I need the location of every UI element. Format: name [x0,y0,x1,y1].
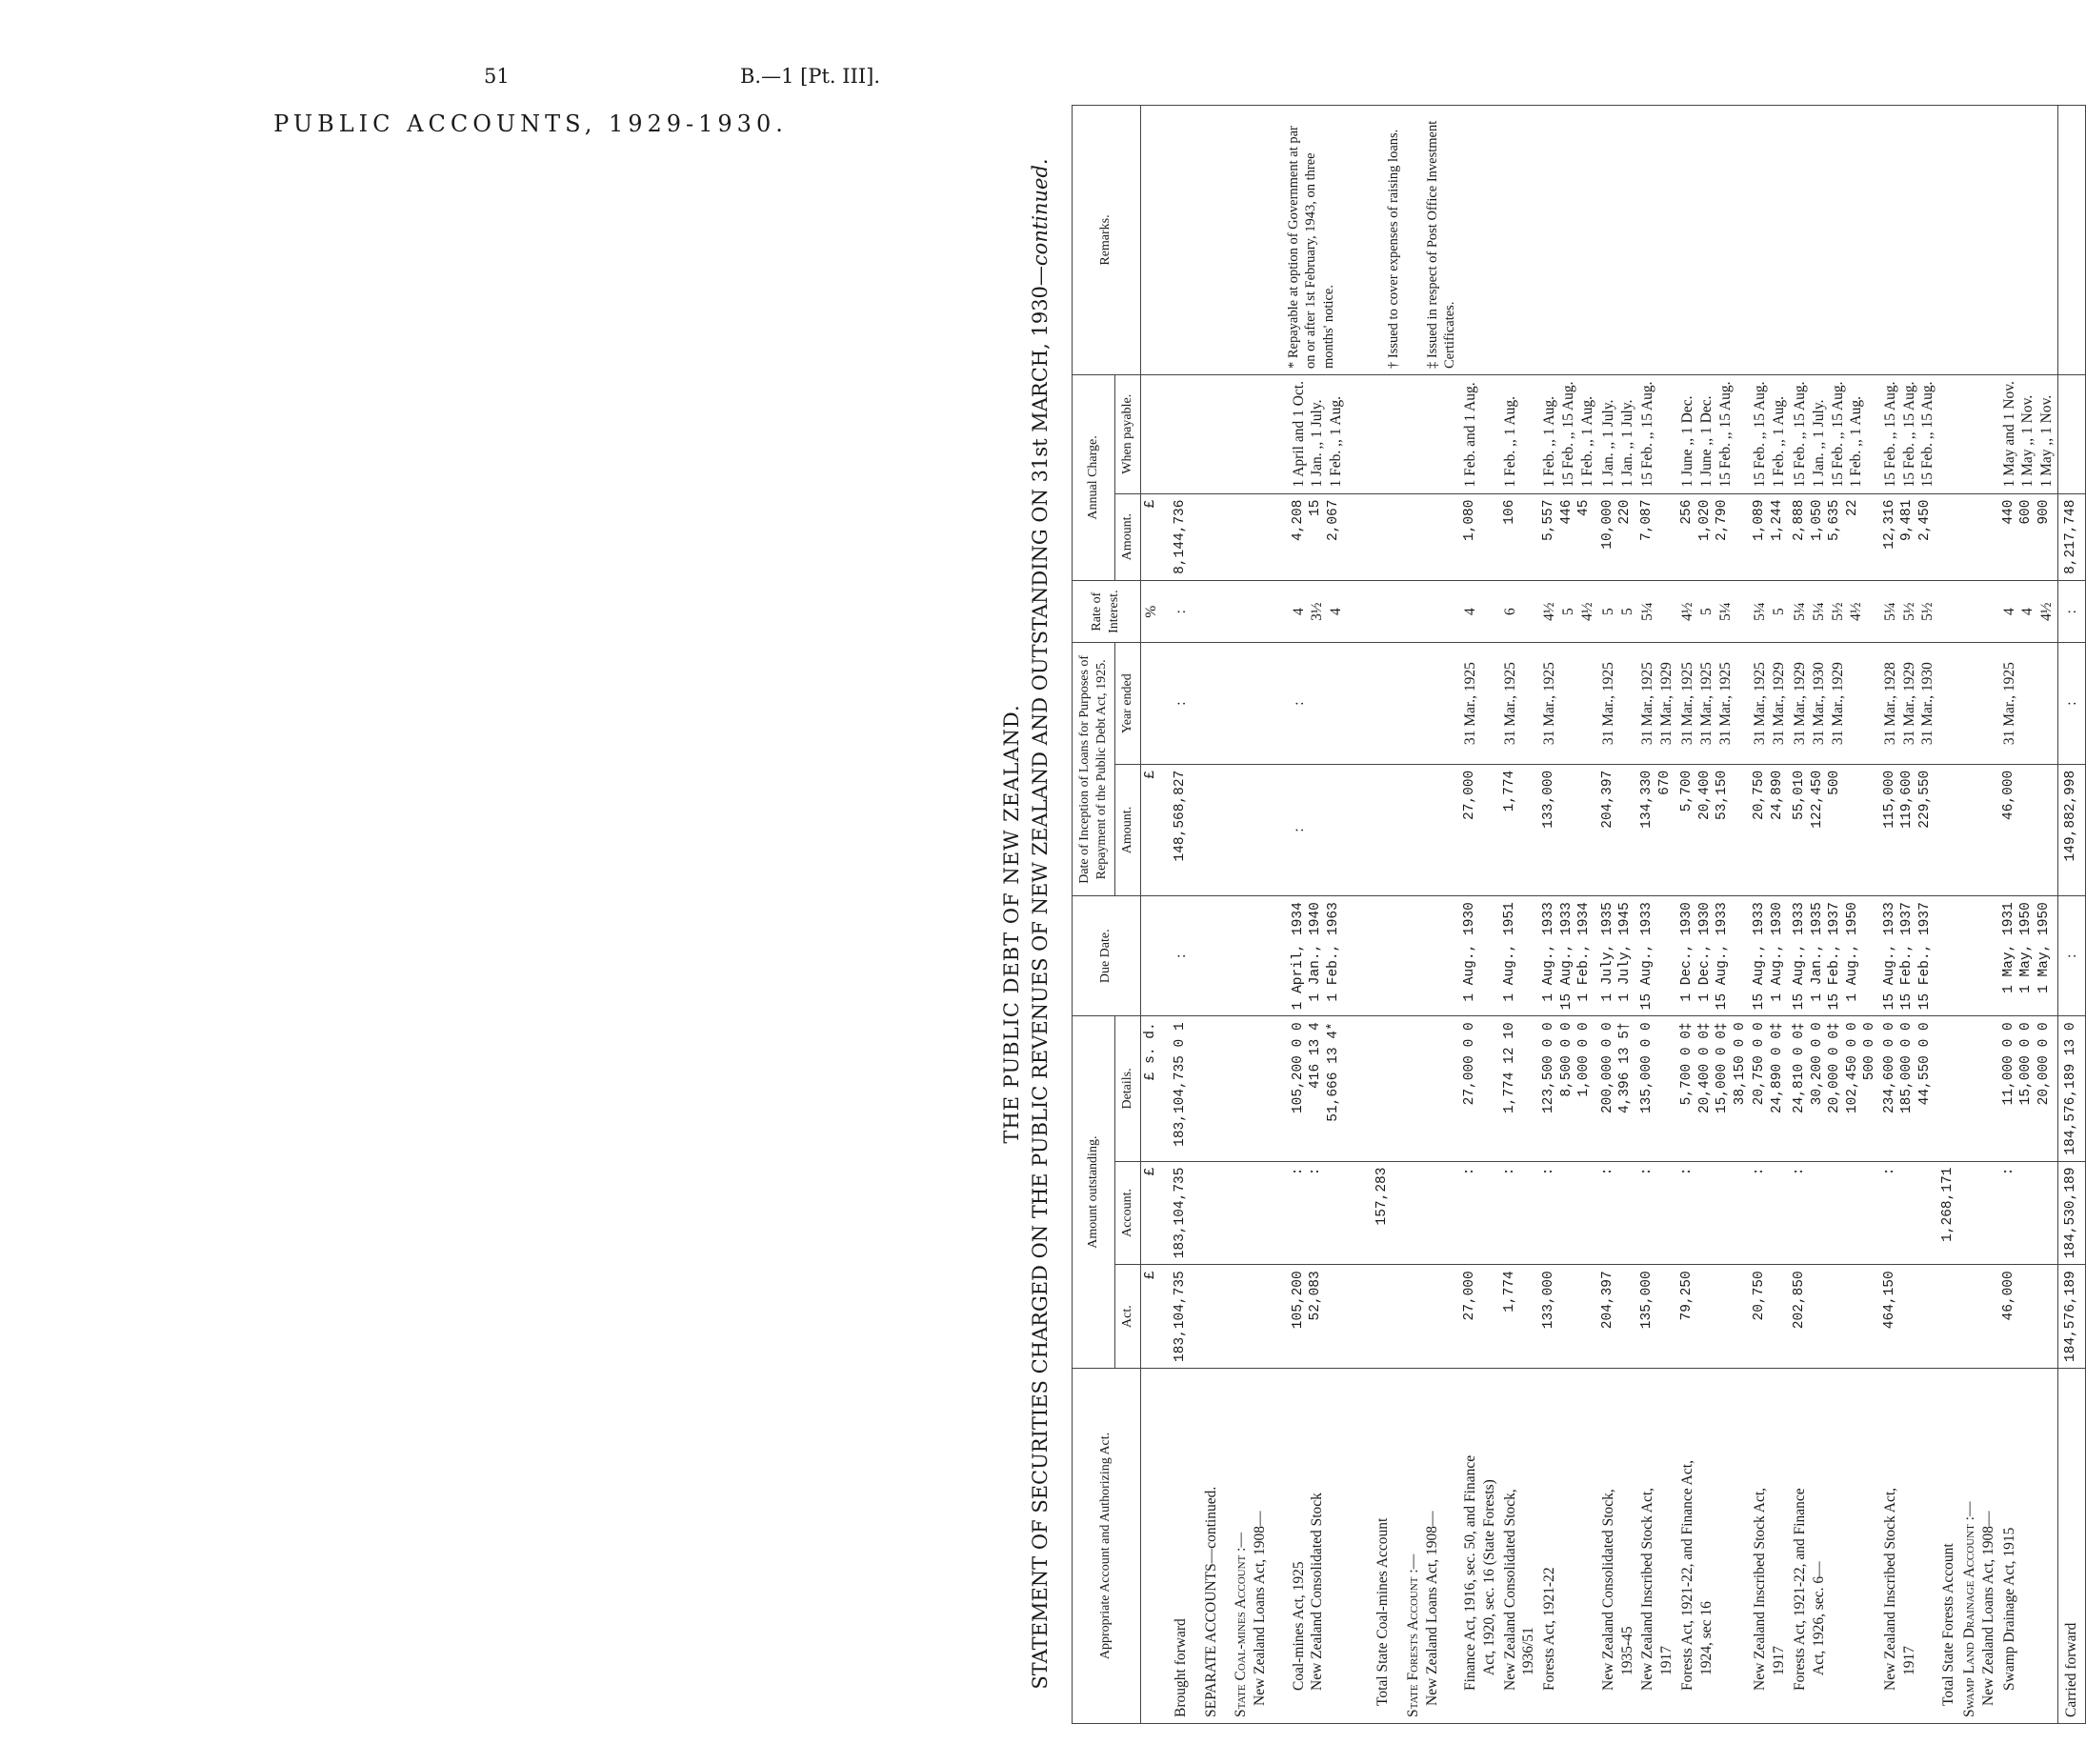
charge-amount: 256 [1679,499,1695,525]
coal-act-line: New Zealand Loans Act, 1908— [1252,1511,1269,1706]
when-payable: 1 Feb. ,, 1 Aug. [1578,395,1595,488]
rate: 4 [1290,608,1307,616]
when-payable: 15 Feb. ,, 15 Aug. [1919,381,1936,488]
charge-amount: 2,888 [1791,499,1807,542]
row-label: 1935-45 [1618,1626,1635,1675]
inception-amount: 115,000 [1881,770,1897,829]
row-label: Brought forward [1171,1369,1201,1724]
remark-1: * Repayable at option of Government at par on or after 1st February, 1943, on three months' notice. [1285,126,1336,369]
details-amount: 123,500 0 0 [1541,1022,1557,1114]
rate: 4½ [1541,602,1558,621]
unit-pound: £ [1140,1265,1171,1369]
details-amount: 1,774 12 10 [1501,1022,1517,1114]
when-payable: 15 Feb. ,, 15 Aug. [1639,381,1656,488]
due-date: 1 Jan., 1940 [1308,902,1324,1002]
col-by-account: Account. [1114,1161,1140,1265]
due-date: 15 Aug., 1933 [1715,902,1731,1011]
row-label: Swamp Drainage Act, 1915 [2000,1527,2017,1691]
act-amount: 133,000 [1539,1265,1597,1369]
details-amount: 102,450 0 0 [1844,1022,1860,1114]
debt-title: THE PUBLIC DEBT OF NEW ZEALAND. [1000,704,1023,1144]
swamp-heading: Swamp Land Drainage Account :— [1961,1501,1977,1717]
rate: 5½ [1829,602,1846,621]
forests-row [1500,106,1540,1724]
swamp-act-line: New Zealand Loans Act, 1908— [1979,1511,1996,1706]
when-payable: 1 Jan. ,, 1 July. [1618,399,1635,488]
year-ended: 31 Mar., 1925 [1599,662,1616,746]
details-amount: 15,000 0 0‡ [1715,1022,1731,1114]
due-date: 15 Feb., 1937 [1899,902,1916,1011]
act-amount: 52,083 [1308,1271,1324,1321]
rate: 5½ [1900,602,1917,621]
due-date: 1 Dec., 1930 [1679,902,1695,1002]
row-label: Finance Act, 1916, sec. 50, and Finance [1462,1454,1478,1691]
rate: 4 [1462,608,1478,616]
year-ended: 31 Mar., 1925 [1501,662,1518,746]
charge-amount: 8,217,748 [2058,493,2086,580]
forests-row [1790,106,1880,1724]
details-amount: 51,666 13 4* [1325,1022,1341,1122]
row-label: 1936/51 [1520,1627,1537,1675]
when-payable: 1 Feb. and 1 Aug. [1462,382,1478,488]
year-ended: 31 Mar., 1929 [1791,662,1808,746]
units-row [1140,106,1171,1724]
due-date: 15 Aug., 1933 [1558,902,1575,1011]
charge-amount: 106 [1501,499,1517,525]
rate: 4½ [1578,602,1595,621]
act-amount: 79,250 [1677,1265,1750,1369]
unit-lsd: £ s. d. [1140,1016,1171,1161]
due-date: 15 Feb., 1937 [1827,902,1843,1011]
inception-amount: 500 [1827,770,1843,795]
charge-amount: 440 [2000,499,2016,525]
rate: 5¼ [1639,602,1656,621]
account-amount: 184,530,189 [2058,1161,2086,1265]
charge-amount: 4,208 [1290,499,1306,542]
separate-heading: SEPARATE ACCOUNTS—continued. [1202,1486,1219,1717]
details-amount: 500 0 0 [1862,1022,1878,1081]
col-by-act: Act. [1114,1265,1140,1369]
act-amount: 464,150 [1880,1265,1938,1369]
inception-amount: 53,150 [1715,770,1731,820]
when-payable: 15 Feb. ,, 15 Aug. [1560,381,1577,488]
act-amount: 204,397 [1598,1265,1638,1369]
col-details: Details. [1114,1016,1140,1161]
account-amount: : [1677,1161,1750,1265]
total-label: Total State Coal-mines Account [1374,1517,1392,1706]
due-date: 1 Feb., 1934 [1576,902,1593,1002]
due-date: 1 July, 1945 [1617,902,1634,1002]
row-label: New Zealand Inscribed Stock Act, [1752,1487,1769,1691]
inception-amount: 46,000 [1999,764,2058,895]
details-amount: 11,000 0 0 [2000,1022,2016,1106]
charge-amount: 15 [1308,499,1324,516]
when-payable: 1 June ,, 1 Dec. [1679,395,1696,488]
charge-amount: 45 [1576,499,1593,516]
rate: 5¼ [1810,602,1827,621]
rate: : [1171,580,1201,643]
row-label: Act, 1920, sec. 16 (State Forests) [1480,1479,1497,1675]
forests-row [1677,106,1750,1724]
when-payable: 1 Feb. ,, 1 Aug. [1501,395,1518,488]
due-date: 15 Feb., 1937 [1916,902,1933,1011]
col-inception: Date of Inception of Loans for Purposes of Repayment of the Public Debt Act, 1925. [1073,643,1115,896]
when-payable: 1 May ,, 1 Nov. [2019,394,2036,488]
due-date: 1 Aug., 1930 [1462,902,1477,1002]
row-label: New Zealand Inscribed Stock Act, [1639,1487,1656,1691]
due-date: 15 Aug., 1933 [1752,902,1768,1011]
year-ended: 31 Mar., 1925 [1679,662,1696,746]
inception-amount: : [1289,764,1374,895]
details-amount: 183,104,735 0 1 [1171,1016,1201,1161]
rate: 3½ [1309,602,1326,621]
year-ended: 31 Mar., 1930 [1919,662,1936,746]
row-label: 1917 [1771,1646,1788,1675]
inception-amount: 119,600 [1899,770,1916,829]
rate: 5 [1560,608,1577,616]
details-amount: 234,600 0 0 [1881,1022,1897,1114]
year-ended: 31 Mar., 1929 [1829,662,1846,746]
act-amount: 20,750 [1750,1265,1790,1369]
account-amount: : [1539,1161,1597,1265]
remark-3: ‡ Issued in respect of Post Office Investment Certificates. [1424,120,1458,369]
securities-table [1072,105,2086,1724]
inception-amount: 20,400 [1696,770,1713,820]
when-payable: 15 Feb. ,, 15 Aug. [1716,381,1734,488]
charge-amount: 900 [2036,499,2052,525]
details-amount: 135,000 0 0 [1639,1022,1655,1114]
details-amount: 38,150 0 0 [1732,1022,1748,1106]
account-amount: : [1880,1161,1938,1265]
inception-amount: 1,774 [1501,770,1517,812]
details-amount: 5,700 0 0‡ [1679,1022,1695,1106]
account-amount: : [1637,1161,1677,1265]
row-label: New Zealand Consolidated Stock [1309,1493,1326,1691]
details-amount: 44,550 0 0 [1916,1022,1933,1106]
carried-forward-row [2058,106,2086,1724]
act-amount: 1,774 [1500,1265,1540,1369]
act-amount: 105,200 [1290,1271,1306,1330]
details-amount: 8,500 0 0 [1558,1022,1575,1097]
when-payable: 1 May and 1 Nov. [2000,381,2017,488]
col-charge-amount: Amount. [1114,493,1140,580]
due-date: 1 Dec., 1930 [1696,902,1713,1002]
act-amount: 183,104,735 [1171,1265,1201,1369]
account-amount: : [1750,1161,1790,1265]
forests-row [1598,106,1638,1724]
charge-amount: 2,790 [1715,499,1731,542]
charge-amount: 5,557 [1541,499,1557,542]
act-amount: 202,850 [1790,1265,1880,1369]
charge-amount: 1,089 [1752,499,1768,542]
details-amount: 185,000 0 0 [1899,1022,1916,1114]
remarks-cell [1140,106,1460,375]
due-date: 1 April, 1934 [1290,902,1306,1011]
account-amount: 183,104,735 [1171,1161,1201,1265]
remark-2: † Issued to cover expenses of raising loans. [1386,129,1402,369]
act-amount: 27,000 [1460,1265,1500,1369]
details-amount: 20,400 0 0‡ [1696,1022,1713,1114]
when-payable: 15 Feb. ,, 15 Aug. [1752,381,1769,488]
charge-amount: 12,316 [1881,499,1897,550]
publication-title: PUBLIC ACCOUNTS, 1929-1930. [273,110,788,137]
details-amount: 20,000 0 0 [2036,1022,2052,1106]
charge-amount: 9,481 [1899,499,1916,542]
forests-row [1539,106,1597,1724]
details-amount: 20,750 0 0 [1752,1022,1768,1106]
details-amount: 20,000 0 0‡ [1827,1022,1843,1114]
account-amount: : [1308,1167,1324,1176]
rate: 4½ [1679,602,1696,621]
due-date: 1 Aug., 1933 [1541,902,1557,1002]
rate: 5¼ [1881,602,1898,621]
col-when-payable: When payable. [1114,375,1140,494]
forests-row [1750,106,1790,1724]
year-ended: 31 Mar., 1925 [1541,662,1558,746]
rate: 4½ [1848,602,1865,621]
col-annual-charge: Annual Charge. [1073,375,1115,581]
due-date: 1 May, 1931 [2000,902,2016,993]
row-label: Forests Act, 1921-22 [1541,1567,1558,1691]
due-date: 1 Aug., 1950 [1844,902,1860,1002]
row-label: New Zealand Inscribed Stock Act, [1881,1487,1898,1691]
inception-amount: 229,550 [1916,770,1933,829]
act-amount: 46,000 [1999,1265,2058,1369]
swamp-heading-row [1959,106,1999,1724]
due-date: 15 Aug., 1933 [1881,902,1897,1011]
row-label: Forests Act, 1921-22, and Finance Act, [1679,1460,1696,1691]
rate: 5¼ [1752,602,1769,621]
due-date: 1 Feb., 1963 [1325,902,1341,1002]
account-amount: : [1460,1161,1500,1265]
row-label: 1917 [1658,1646,1675,1675]
when-payable: 1 April and 1 Oct. [1290,381,1307,488]
rotated-statement [1000,0,2080,1748]
when-payable: 15 Feb. ,, 15 Aug. [1829,381,1846,488]
details-amount: 30,200 0 0 [1809,1022,1825,1106]
row-label: 1917 [1900,1646,1917,1675]
unit-pound: £ [1140,1161,1171,1265]
rate: 5 [1697,608,1715,616]
charge-amount: 8,144,736 [1171,493,1201,580]
charge-amount: 1,020 [1696,499,1713,542]
statement-text: STATEMENT OF SECURITIES CHARGED ON THE PUBLIC REVENUES OF NEW ZEALAND AND OUTSTANDING ON 31st MARCH, 1930— [1029,266,1052,1690]
charge-amount: 446 [1558,499,1575,525]
rate: 5 [1771,608,1788,616]
forests-row [1460,106,1500,1724]
when-payable: 1 Feb. ,, 1 Aug. [1848,395,1865,488]
document-reference: B.—1 [Pt. III]. [740,65,881,88]
when-payable: 15 Feb. ,, 15 Aug. [1900,381,1917,488]
when-payable: 1 Jan. ,, 1 July. [1309,399,1326,488]
row-label: Forests Act, 1921-22, and Finance [1791,1488,1808,1691]
year-ended: : [2058,643,2086,764]
act-amount: 135,000 [1637,1265,1677,1369]
charge-amount: 7,087 [1639,499,1655,542]
due-date: : [1171,896,1201,1016]
rate: 4 [1328,608,1345,616]
charge-amount: 600 [2018,499,2035,525]
inception-amount: 134,330 [1639,770,1655,829]
col-rate: Rate of Interest. [1073,580,1141,643]
details-amount: 200,000 0 0 [1599,1022,1615,1114]
details-amount: 24,810 0 0‡ [1791,1022,1807,1114]
details-amount: 4,396 13 5† [1617,1022,1634,1114]
col-inception-amount: Amount. [1114,764,1140,895]
when-payable: 1 May ,, 1 Nov. [2038,394,2056,488]
unit-pound: £ [1140,764,1171,895]
inception-amount: 20,750 [1752,770,1768,820]
when-payable: 1 Jan. ,, 1 July. [1599,399,1616,488]
page-number: 51 [484,65,510,88]
inception-amount: 149,882,998 [2058,764,2086,895]
unit-pound: £ [1140,493,1171,580]
forests-act-line: New Zealand Loans Act, 1908— [1423,1511,1440,1706]
year-ended: 31 Mar., 1925 [1639,662,1656,746]
rate: 4½ [2038,602,2056,621]
due-date: 15 Aug., 1933 [1791,902,1807,1011]
year-ended: : [1171,643,1201,764]
total-label: Total State Forests Account [1940,1543,1957,1706]
section-heading [1201,1369,1232,1724]
coal-heading: State Coal-mines Account :— [1233,1533,1250,1717]
charge-amount: 1,080 [1462,499,1477,542]
charge-amount: 5,635 [1827,499,1843,542]
col-year-ended: Year ended [1114,643,1140,764]
col-remarks: Remarks. [1073,106,1141,375]
charge-amount: 220 [1617,499,1634,525]
inception-amount: 27,000 [1462,770,1477,820]
year-ended: 31 Mar., 1925 [1462,662,1478,746]
forests-total-row [1938,106,1959,1724]
details-amount: 1,000 0 0 [1576,1022,1593,1097]
col-act: Appropriate Account and Authorizing Act. [1073,1369,1141,1724]
forests-row [1637,106,1677,1724]
year-ended: 31 Mar., 1929 [1900,662,1917,746]
statement-title [1029,100,1052,1748]
rate: 5 [1599,608,1616,616]
due-date: : [2058,896,2086,1016]
details-amount: 184,576,189 13 0 [2058,1016,2086,1161]
row-label: New Zealand Consolidated Stock, [1501,1489,1518,1691]
year-ended: 31 Mar., 1928 [1881,662,1898,746]
charge-amount: 22 [1844,499,1860,516]
inception-amount: 204,397 [1599,770,1615,829]
forests-row [1880,106,1938,1724]
forests-heading: State Forests Account :— [1404,1554,1421,1717]
rate: 6 [1501,608,1518,616]
rate: 5½ [1919,602,1936,621]
when-payable: 15 Feb. ,, 15 Aug. [1881,381,1898,488]
row-label: 1924, sec 16 [1697,1601,1715,1675]
inception-amount: 133,000 [1541,770,1557,829]
account-amount: : [1790,1161,1880,1265]
inception-amount: 122,450 [1809,770,1825,829]
account-amount: : [1290,1167,1306,1176]
due-date: 15 Aug., 1933 [1639,902,1655,1011]
charge-amount: 1,050 [1809,499,1825,542]
details-amount: 27,000 0 0 [1462,1022,1477,1106]
charge-amount: 1,244 [1769,499,1785,542]
due-date: 1 May, 1950 [2018,902,2035,993]
year-ended: 31 Mar., 1930 [1810,662,1827,746]
inception-amount: 55,010 [1791,770,1807,820]
due-date: 1 July, 1935 [1599,902,1615,1002]
account-amount: : [1999,1161,2058,1265]
year-ended: 31 Mar., 1925 [1999,643,2058,764]
inception-amount: 24,890 [1769,770,1785,820]
when-payable: 1 Feb. ,, 1 Aug. [1328,395,1345,488]
details-amount: 416 13 4 [1308,1022,1324,1089]
row-label: Act, 1926, sec. 6— [1810,1561,1827,1675]
account-amount: : [1598,1161,1638,1265]
when-payable: 15 Feb. ,, 15 Aug. [1791,381,1808,488]
rate: 5¼ [1791,602,1808,621]
due-date: 1 May, 1950 [2036,902,2052,993]
rate: 4 [2019,608,2036,616]
details-amount: 15,000 0 0 [2018,1022,2035,1106]
due-date: 1 Aug., 1930 [1769,902,1785,1002]
rate: 5¼ [1716,602,1734,621]
charge-amount: 2,450 [1916,499,1933,542]
details-amount: 24,890 0 0‡ [1769,1022,1785,1114]
col-amount-outstanding: Amount outstanding. [1073,1016,1115,1369]
act-amount: 184,576,189 [2058,1265,2086,1369]
total-amount: 1,268,171 [1938,1161,1959,1265]
year-ended: 31 Mar., 1929 [1771,662,1788,746]
row-label: Coal-mines Act, 1925 [1290,1561,1307,1691]
col-due-date: Due Date. [1073,896,1141,1016]
charge-amount: 2,067 [1325,499,1341,542]
when-payable: 1 June ,, 1 Dec. [1697,395,1715,488]
when-payable: 1 Feb. ,, 1 Aug. [1541,395,1558,488]
row-label: Carried forward [2058,1369,2086,1724]
unit-percent: % [1140,580,1171,643]
row-label: New Zealand Consolidated Stock, [1599,1489,1616,1691]
swamp-row [1999,106,2058,1724]
inception-amount: 148,568,827 [1171,764,1201,895]
rate: 5 [1618,608,1635,616]
year-ended: 31 Mar., 1929 [1658,662,1675,746]
year-ended: 31 Mar., 1925 [1716,662,1734,746]
account-amount: : [1500,1161,1540,1265]
total-amount: 157,283 [1373,1161,1403,1265]
year-ended: 31 Mar., 1925 [1697,662,1715,746]
inception-amount: 5,700 [1679,770,1695,812]
when-payable: 1 Feb. ,, 1 Aug. [1771,395,1788,488]
when-payable: 1 Jan. ,, 1 July. [1810,399,1827,488]
rate: : [2058,580,2086,643]
rate: 4 [2000,608,2017,616]
year-ended: 31 Mar., 1925 [1752,662,1769,746]
due-date: 1 Jan., 1935 [1809,902,1825,1002]
charge-amount: 10,000 [1599,499,1615,550]
due-date: 1 Aug., 1951 [1501,902,1517,1002]
continued-text: continued. [1029,158,1052,267]
details-amount: 105,200 0 0 [1290,1022,1306,1114]
year-ended: : [1289,643,1374,764]
inception-amount: 670 [1657,770,1673,795]
